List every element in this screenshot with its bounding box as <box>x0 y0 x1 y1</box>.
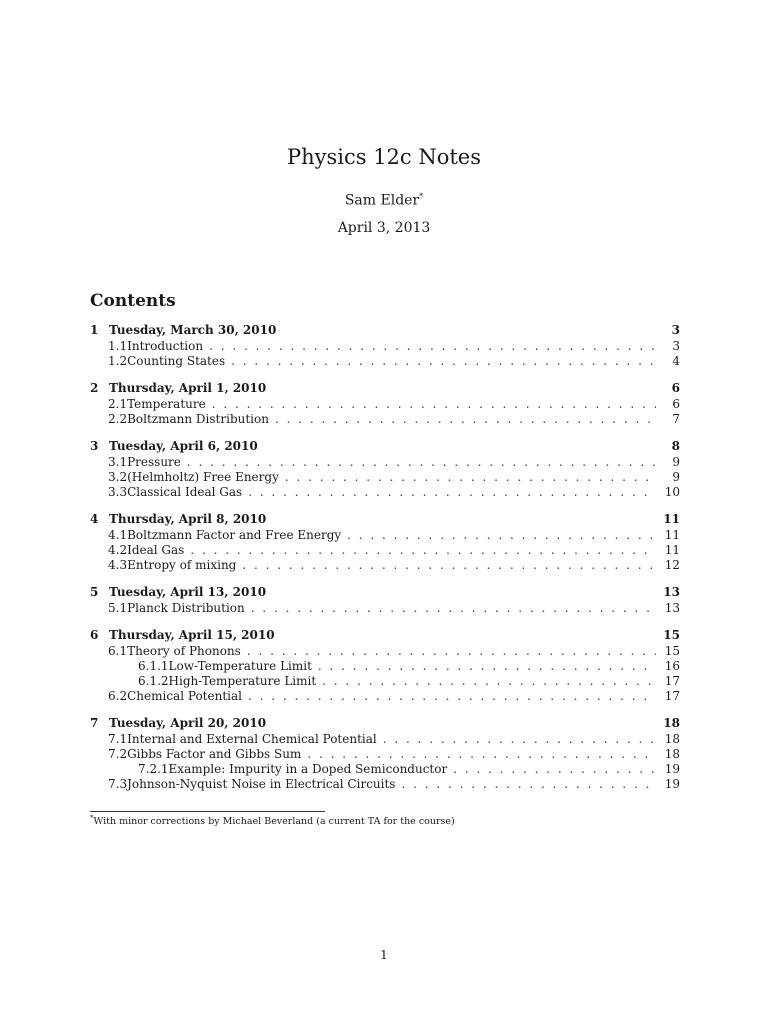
toc-entry-number: 2 <box>90 381 99 395</box>
toc-subsection-entry[interactable] <box>90 747 680 762</box>
author-name: Sam Elder <box>344 192 420 209</box>
toc-entry-title: Example: Impurity in a Doped Semiconductor <box>168 762 448 776</box>
toc-section <box>90 715 680 792</box>
toc-entry-page: 15 <box>664 644 680 658</box>
toc-leader-dots <box>453 762 656 777</box>
toc-entry-title: Boltzmann Factor and Free Energy <box>127 528 342 542</box>
toc-entry-page: 11 <box>663 512 680 526</box>
toc-entry-page: 15 <box>663 628 680 642</box>
toc-entry-number: 6 <box>90 628 99 642</box>
toc-entry-title: Internal and External Chemical Potential <box>127 732 377 746</box>
toc-leader-dots <box>401 777 656 792</box>
toc-leader-dots <box>307 747 656 762</box>
toc-section-entry[interactable] <box>90 438 680 455</box>
toc-subsection-entry[interactable] <box>90 644 680 659</box>
toc-entry-number: 7.3 <box>108 777 128 791</box>
toc-entry-number: 4 <box>90 512 99 526</box>
toc-subsection-entry[interactable] <box>90 601 680 616</box>
toc-subsection-entry[interactable] <box>90 689 680 704</box>
toc-entry-page: 17 <box>664 689 680 703</box>
toc-entry-number: 4.3 <box>108 558 128 572</box>
toc-entry-number: 1 <box>90 323 99 337</box>
toc-section-entry[interactable] <box>90 511 680 528</box>
toc-entry-page: 16 <box>664 659 680 673</box>
toc-leader-dots <box>248 485 656 500</box>
toc-entry-number: 3 <box>90 439 99 453</box>
toc-entry-number: 5 <box>90 585 99 599</box>
toc-entry-title: Tuesday, April 13, 2010 <box>109 585 267 599</box>
toc-entry-number: 6.1.2 <box>138 674 169 688</box>
toc-entry-number: 6.1.1 <box>138 659 169 673</box>
document-date: April 3, 2013 <box>337 220 431 236</box>
toc-entry-page: 17 <box>664 674 680 688</box>
toc-entry-page: 18 <box>664 732 680 746</box>
toc-leader-dots <box>275 412 656 427</box>
toc-entry-number: 7.2.1 <box>138 762 169 776</box>
author-footnote-mark: * <box>419 192 424 201</box>
toc-subsection-entry[interactable] <box>90 470 680 485</box>
toc-entry-title: Pressure <box>127 455 181 469</box>
toc-subsection-entry[interactable] <box>90 732 680 747</box>
toc-entry-page: 3 <box>672 339 680 353</box>
toc-section <box>90 627 680 704</box>
toc-entry-title: Boltzmann Distribution <box>127 412 269 426</box>
toc-entry-title: Low-Temperature Limit <box>168 659 312 673</box>
toc-entry-title: Thursday, April 1, 2010 <box>109 381 267 395</box>
toc-section <box>90 438 680 500</box>
toc-entry-title: Tuesday, April 6, 2010 <box>109 439 258 453</box>
toc-entry-title: (Helmholtz) Free Energy <box>127 470 279 484</box>
footnote-mark: * <box>90 814 94 822</box>
toc-entry-title: Thursday, April 8, 2010 <box>109 512 267 526</box>
toc-subsection-entry[interactable] <box>90 777 680 792</box>
contents-heading: Contents <box>90 291 176 311</box>
page-number: 1 <box>380 948 388 962</box>
toc-entry-title: Tuesday, March 30, 2010 <box>109 323 277 337</box>
toc-entry-page: 8 <box>671 439 680 453</box>
toc-entry-title: Ideal Gas <box>127 543 185 557</box>
toc-entry-title: Chemical Potential <box>127 689 242 703</box>
toc-leader-dots <box>190 543 656 558</box>
toc-section <box>90 380 680 427</box>
toc-section-entry[interactable] <box>90 380 680 397</box>
author-line <box>0 192 768 209</box>
toc-leader-dots <box>318 659 656 674</box>
toc-leader-dots <box>209 339 656 354</box>
toc-subsection-entry[interactable] <box>90 558 680 573</box>
toc-entry-title: Temperature <box>127 397 206 411</box>
toc-entry-number: 1.2 <box>108 354 128 368</box>
toc-entry-number: 4.1 <box>108 528 128 542</box>
toc-entry-number: 3.3 <box>108 485 128 499</box>
toc-subsection-entry[interactable] <box>90 397 680 412</box>
toc-leader-dots <box>248 689 656 704</box>
toc-entry-title: Entropy of mixing <box>127 558 237 572</box>
toc-entry-page: 12 <box>664 558 680 572</box>
toc-entry-page: 7 <box>672 412 680 426</box>
toc-subsection-entry[interactable] <box>90 455 680 470</box>
toc-entry-page: 13 <box>664 601 680 615</box>
toc-section <box>90 584 680 616</box>
toc-entry-page: 11 <box>664 543 680 557</box>
toc-entry-title: Thursday, April 15, 2010 <box>109 628 275 642</box>
toc-leader-dots <box>322 674 656 689</box>
toc-leader-dots <box>247 644 656 659</box>
toc-entry-number: 7.1 <box>108 732 128 746</box>
toc-leader-dots <box>347 528 656 543</box>
footnote-text: With minor corrections by Michael Beverland (a current TA for the course) <box>93 816 455 828</box>
toc-entry-number: 7 <box>90 716 99 730</box>
toc-entry-page: 18 <box>663 716 680 730</box>
toc-section <box>90 511 680 573</box>
toc-entry-number: 7.2 <box>108 747 128 761</box>
toc-section-entry[interactable] <box>90 715 680 732</box>
toc-leader-dots <box>212 397 656 412</box>
toc-leader-dots <box>231 354 656 369</box>
toc-entry-number: 4.2 <box>108 543 128 557</box>
toc-entry-number: 1.1 <box>108 339 128 353</box>
toc-entry-page: 13 <box>663 585 680 599</box>
toc-entry-page: 3 <box>671 323 680 337</box>
toc-entry-title: Gibbs Factor and Gibbs Sum <box>127 747 302 761</box>
toc-subsection-entry[interactable] <box>90 485 680 500</box>
toc-entry-title: Tuesday, April 20, 2010 <box>109 716 267 730</box>
toc-leader-dots <box>242 558 656 573</box>
toc-entry-number: 6.2 <box>108 689 128 703</box>
table-of-contents <box>90 322 680 803</box>
toc-entry-number: 6.1 <box>108 644 128 658</box>
toc-entry-title: High-Temperature Limit <box>168 674 317 688</box>
toc-subsection-entry[interactable] <box>90 674 680 689</box>
toc-entry-page: 11 <box>664 528 680 542</box>
toc-section <box>90 322 680 369</box>
toc-entry-page: 19 <box>664 777 680 791</box>
toc-entry-title: Introduction <box>127 339 204 353</box>
toc-entry-page: 6 <box>671 381 680 395</box>
toc-entry-page: 6 <box>672 397 680 411</box>
toc-subsection-entry[interactable] <box>90 354 680 369</box>
toc-entry-page: 18 <box>664 747 680 761</box>
toc-subsection-entry[interactable] <box>90 659 680 674</box>
toc-section-entry[interactable] <box>90 627 680 644</box>
footnote-rule <box>90 811 325 812</box>
document-title: Physics 12c Notes <box>286 145 482 169</box>
toc-section-entry[interactable] <box>90 584 680 601</box>
toc-entry-page: 9 <box>672 455 680 469</box>
toc-leader-dots <box>251 601 656 616</box>
toc-entry-page: 10 <box>664 485 680 499</box>
toc-entry-number: 3.1 <box>108 455 128 469</box>
toc-entry-page: 4 <box>672 354 680 368</box>
toc-subsection-entry[interactable] <box>90 339 680 354</box>
toc-entry-number: 3.2 <box>108 470 128 484</box>
toc-entry-title: Counting States <box>127 354 226 368</box>
toc-subsection-entry[interactable] <box>90 528 680 543</box>
toc-entry-page: 9 <box>672 470 680 484</box>
toc-entry-number: 5.1 <box>108 601 128 615</box>
toc-leader-dots <box>285 470 656 485</box>
toc-entry-title: Classical Ideal Gas <box>127 485 243 499</box>
toc-subsection-entry[interactable] <box>90 762 680 777</box>
toc-leader-dots <box>383 732 656 747</box>
footnote <box>90 814 455 827</box>
toc-entry-title: Planck Distribution <box>127 601 245 615</box>
toc-entry-page: 19 <box>664 762 680 776</box>
toc-leader-dots <box>187 455 656 470</box>
toc-subsection-entry[interactable] <box>90 412 680 427</box>
toc-entry-number: 2.1 <box>108 397 128 411</box>
toc-entry-number: 2.2 <box>108 412 128 426</box>
toc-entry-title: Theory of Phonons <box>127 644 241 658</box>
toc-section-entry[interactable] <box>90 322 680 339</box>
toc-subsection-entry[interactable] <box>90 543 680 558</box>
toc-entry-title: Johnson-Nyquist Noise in Electrical Circuits <box>127 777 396 791</box>
